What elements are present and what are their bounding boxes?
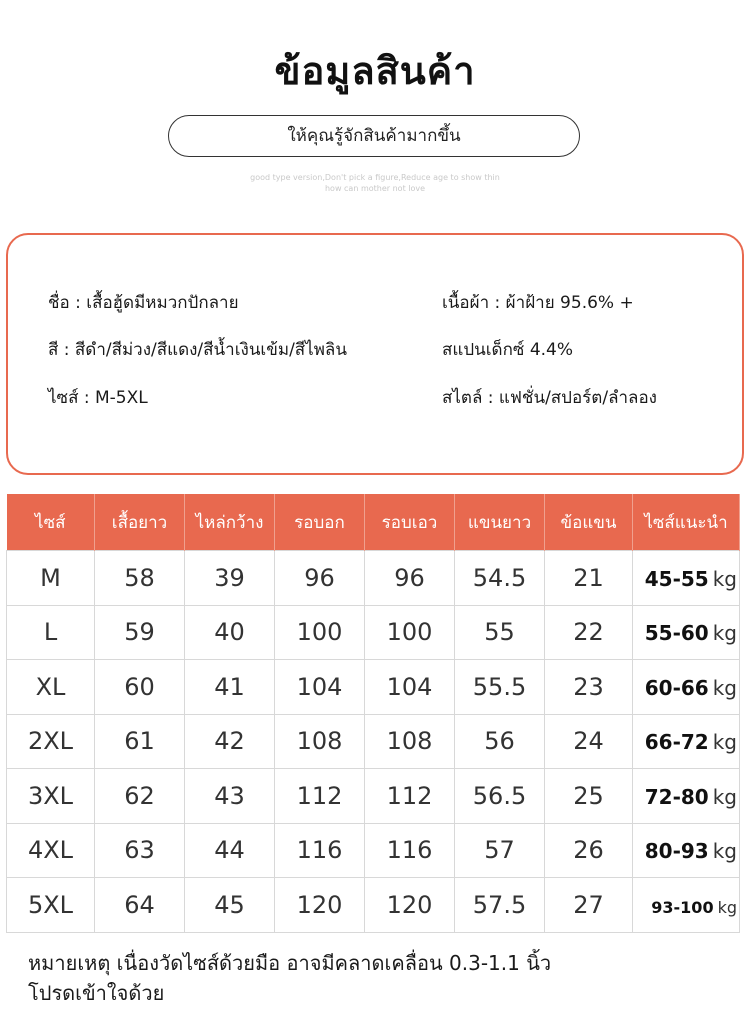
tagline-line-1: good type version,Don't pick a figure,Reduce age to show thin: [250, 173, 500, 182]
header-cuff: ข้อแขน: [545, 494, 633, 551]
cell-waist: 116: [365, 823, 455, 878]
cell-size: XL: [7, 660, 95, 715]
cell-waist: 112: [365, 769, 455, 824]
rec-unit: kg: [717, 897, 737, 917]
cell-size: 4XL: [7, 823, 95, 878]
cell-shoulder: 42: [185, 714, 275, 769]
cell-shoulder: 40: [185, 605, 275, 660]
cell-waist: 120: [365, 878, 455, 933]
cell-shoulder: 45: [185, 878, 275, 933]
tagline-line-2: how can mother not love: [324, 184, 426, 193]
cell-sleeve: 57: [455, 823, 545, 878]
subtitle-pill: [168, 115, 580, 157]
cell-shoulder: 41: [185, 660, 275, 715]
cell-cuff: 21: [545, 551, 633, 606]
cell-size: 5XL: [7, 878, 95, 933]
cell-cuff: 25: [545, 769, 633, 824]
cell-length: 59: [95, 605, 185, 660]
info-color: สี : สีดำ/สีม่วง/สีแดง/สีน้ำเงินเข้ม/สีไพลิน: [48, 340, 347, 360]
measurement-note: [28, 948, 728, 1008]
table-header-row: [7, 494, 740, 551]
cell-shoulder: 43: [185, 769, 275, 824]
header-recommended: ไซส์แนะนำ: [633, 494, 740, 551]
rec-weight-range: 72-80: [644, 784, 709, 809]
page-title: ข้อมูลสินค้า: [274, 49, 476, 93]
cell-length: 61: [95, 714, 185, 769]
cell-recommended: [633, 714, 740, 769]
table-row: [7, 605, 740, 660]
product-info-card: [6, 233, 744, 475]
cell-chest: 108: [275, 714, 365, 769]
table-row: [7, 551, 740, 606]
rec-unit: kg: [712, 621, 737, 646]
cell-cuff: 22: [545, 605, 633, 660]
cell-sleeve: 56: [455, 714, 545, 769]
info-fabric: เนื้อผ้า : ผ้าฝ้าย 95.6% +: [442, 293, 634, 313]
rec-weight-range: 60-66: [644, 675, 709, 700]
cell-sleeve: 56.5: [455, 769, 545, 824]
info-size: ไซส์ : M-5XL: [48, 388, 148, 408]
header-waist: รอบเอว: [365, 494, 455, 551]
cell-length: 58: [95, 551, 185, 606]
rec-unit: kg: [712, 730, 737, 755]
size-chart-table: [6, 494, 740, 933]
cell-waist: 96: [365, 551, 455, 606]
cell-length: 60: [95, 660, 185, 715]
header-size: ไซส์: [7, 494, 95, 551]
rec-unit: kg: [712, 839, 737, 864]
header-chest: รอบอก: [275, 494, 365, 551]
cell-length: 64: [95, 878, 185, 933]
cell-chest: 100: [275, 605, 365, 660]
cell-waist: 104: [365, 660, 455, 715]
cell-length: 63: [95, 823, 185, 878]
cell-shoulder: 39: [185, 551, 275, 606]
cell-chest: 120: [275, 878, 365, 933]
header-sleeve: แขนยาว: [455, 494, 545, 551]
rec-weight-range: 80-93: [644, 839, 709, 864]
note-line-2: โปรดเข้าใจด้วย: [28, 981, 165, 1005]
table-row: [7, 823, 740, 878]
cell-length: 62: [95, 769, 185, 824]
rec-weight-range: 93-100: [651, 897, 714, 917]
cell-chest: 96: [275, 551, 365, 606]
cell-recommended: [633, 660, 740, 715]
table-row: [7, 769, 740, 824]
cell-sleeve: 54.5: [455, 551, 545, 606]
cell-sleeve: 57.5: [455, 878, 545, 933]
cell-size: L: [7, 605, 95, 660]
cell-cuff: 26: [545, 823, 633, 878]
cell-chest: 116: [275, 823, 365, 878]
info-name: ชื่อ : เสื้อฮู้ดมีหมวกปักลาย: [48, 293, 239, 313]
cell-cuff: 24: [545, 714, 633, 769]
rec-weight-range: 45-55: [644, 566, 709, 591]
header-length: เสื้อยาว: [95, 494, 185, 551]
cell-sleeve: 55.5: [455, 660, 545, 715]
table-row: [7, 878, 740, 933]
cell-waist: 100: [365, 605, 455, 660]
cell-sleeve: 55: [455, 605, 545, 660]
cell-size: 3XL: [7, 769, 95, 824]
cell-size: M: [7, 551, 95, 606]
cell-recommended: [633, 878, 740, 933]
tagline: [200, 172, 550, 194]
cell-recommended: [633, 551, 740, 606]
rec-weight-range: 55-60: [644, 621, 709, 646]
cell-cuff: 27: [545, 878, 633, 933]
cell-recommended: [633, 605, 740, 660]
rec-unit: kg: [712, 784, 737, 809]
rec-unit: kg: [712, 566, 737, 591]
header-shoulder: ไหล่กว้าง: [185, 494, 275, 551]
cell-recommended: [633, 823, 740, 878]
cell-size: 2XL: [7, 714, 95, 769]
cell-chest: 112: [275, 769, 365, 824]
cell-chest: 104: [275, 660, 365, 715]
rec-weight-range: 66-72: [644, 730, 709, 755]
cell-shoulder: 44: [185, 823, 275, 878]
cell-waist: 108: [365, 714, 455, 769]
table-row: [7, 714, 740, 769]
info-fabric-continued: สแปนเด็กซ์ 4.4%: [442, 340, 574, 360]
cell-recommended: [633, 769, 740, 824]
table-row: [7, 660, 740, 715]
cell-cuff: 23: [545, 660, 633, 715]
rec-unit: kg: [712, 675, 737, 700]
info-style: สไตล์ : แฟชั่น/สปอร์ต/ลำลอง: [442, 388, 657, 408]
subtitle-text: ให้คุณรู้จักสินค้ามากขึ้น: [287, 126, 461, 146]
note-line-1: หมายเหตุ เนื่องวัดไซส์ด้วยมือ อาจมีคลาดเคลื่อน 0.3-1.1 นิ้ว: [28, 951, 552, 975]
